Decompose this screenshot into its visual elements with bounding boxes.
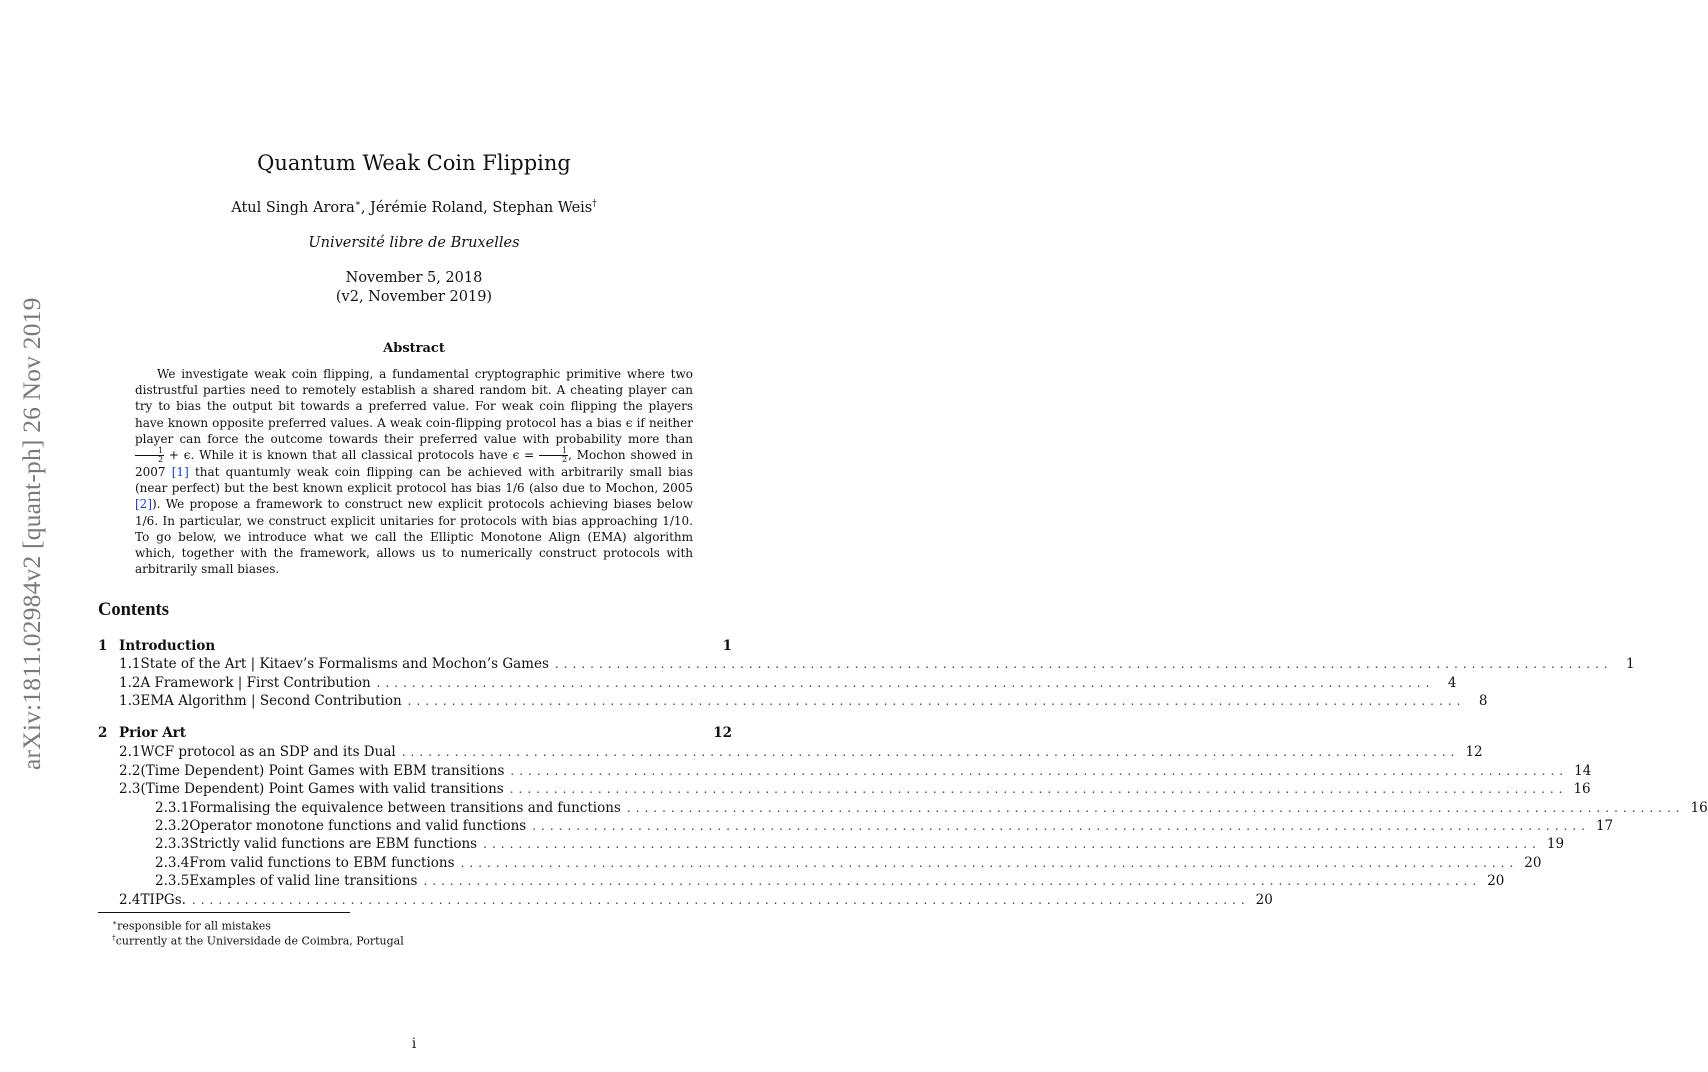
toc-entry[interactable] xyxy=(98,892,1273,910)
toc-entry-number: 1.2 xyxy=(119,675,141,691)
footnote xyxy=(112,933,404,948)
footnote-rule xyxy=(98,912,350,913)
author-name: Atul Singh Arora xyxy=(231,199,355,216)
toc-entry-title[interactable]: Operator monotone functions and valid functions xyxy=(189,818,527,834)
toc-entry-title[interactable]: WCF protocol as an SDP and its Dual xyxy=(140,744,396,760)
abstract-text: ). We propose a framework to construct new explicit protocols achieving biases below 1/6. In particular, we construct explicit unitaries for protocols with bias approaching 1/10. To go below, we introduce what we call the Elliptic Monotone Align (EMA) algorithm which, together with the framework, allows us to numerically construct protocols with arbitrarily small biases. xyxy=(135,497,693,577)
fraction-numerator: 1 xyxy=(539,447,568,456)
toc-entry-page[interactable]: 16 xyxy=(1573,781,1591,797)
toc-dot-leader: ........................................................................................................................ xyxy=(407,694,1466,708)
paper-title: Quantum Weak Coin Flipping xyxy=(257,151,571,175)
author-list xyxy=(0,199,828,216)
toc-entry-page[interactable]: 17 xyxy=(1595,818,1614,834)
citation-link[interactable]: [1] xyxy=(171,465,189,480)
toc-dot-leader: ........................................................................................................................ xyxy=(532,819,1590,833)
arxiv-identifier: arXiv:1811.02984v2 [quant-ph] 26 Nov 2019 xyxy=(17,297,46,770)
toc-entry-number: 1.3 xyxy=(119,693,141,709)
footnote-text: responsible for all mistakes xyxy=(117,919,271,933)
toc-dot-leader: ........................................................................................................................ xyxy=(483,837,1541,851)
toc-entry-title[interactable]: Examples of valid line transitions xyxy=(189,873,418,889)
toc-entry[interactable] xyxy=(98,855,1542,873)
toc-entry-title[interactable]: TIPGs. xyxy=(140,892,186,908)
toc-entry[interactable] xyxy=(98,818,1614,836)
footnote-mark: ∗ xyxy=(112,918,118,927)
affiliation: Université libre de Bruxelles xyxy=(308,235,520,251)
abstract-text: , Mochon showed in 2007 xyxy=(135,448,693,480)
toc-dot-leader: ........................................................................................................................ xyxy=(460,856,1519,870)
toc-entry-page[interactable]: 20 xyxy=(1524,855,1542,871)
fraction-denominator: 2 xyxy=(561,455,568,465)
toc-entry-number: 2.3.2 xyxy=(155,818,190,834)
fraction-numerator: 1 xyxy=(135,447,164,456)
abstract-paragraph xyxy=(135,366,693,577)
fraction-one-half xyxy=(539,447,568,464)
toc-entry-number: 2.3.3 xyxy=(155,836,190,852)
toc-dot-leader: ........................................................................................................................ xyxy=(510,764,1569,778)
toc-entry-title[interactable]: From valid functions to EBM functions xyxy=(189,855,455,871)
toc-dot-leader: ........................................................................................................................ xyxy=(376,676,1435,690)
toc-entry-number: 2.2 xyxy=(119,763,141,779)
toc-entry-title[interactable]: Strictly valid functions are EBM functions xyxy=(189,836,478,852)
citation-link[interactable]: [2] xyxy=(135,497,152,512)
contents-heading: Contents xyxy=(98,600,169,620)
toc-entry[interactable] xyxy=(98,725,732,743)
toc-entry-title[interactable]: (Time Dependent) Point Games with EBM transitions xyxy=(140,763,505,779)
toc-entry-page[interactable]: 8 xyxy=(1478,693,1488,709)
toc-entry-number: 2.4 xyxy=(119,892,141,908)
toc-entry-page[interactable]: 1 xyxy=(722,638,732,654)
toc-entry-number: 2.3.1 xyxy=(155,800,190,816)
toc-dot-leader: ........................................................................................................................ xyxy=(626,801,1685,815)
toc-entry-title[interactable]: Prior Art xyxy=(119,725,187,741)
toc-entry-number: 2.1 xyxy=(119,744,141,760)
footnote-mark: † xyxy=(112,933,116,942)
toc-entry-page[interactable]: 20 xyxy=(1487,873,1505,889)
toc-entry[interactable] xyxy=(98,656,1635,674)
abstract-text: + ϵ. While it is known that all classical protocols have ϵ = xyxy=(164,448,539,463)
author-names: , Jérémie Roland, Stephan Weis xyxy=(360,199,593,216)
version-note: (v2, November 2019) xyxy=(335,289,493,305)
toc-entry[interactable] xyxy=(98,693,1488,711)
toc-dot-leader: ........................................................................................................................ xyxy=(423,874,1482,888)
toc-entry[interactable] xyxy=(98,836,1565,854)
toc-entry-page[interactable]: 14 xyxy=(1574,763,1592,779)
abstract-heading: Abstract xyxy=(383,341,445,356)
toc-dot-leader: ........................................................................................................................ xyxy=(509,782,1568,796)
footnote-mark: ∗ xyxy=(354,199,361,209)
toc-entry[interactable] xyxy=(98,675,1457,693)
toc-entry-number: 2 xyxy=(98,725,108,741)
date: November 5, 2018 xyxy=(345,270,483,286)
toc-entry-number: 2.3 xyxy=(119,781,141,797)
toc-entry-page[interactable]: 16 xyxy=(1690,800,1708,816)
toc-entry[interactable] xyxy=(98,781,1591,799)
abstract-text: that quantumly weak coin flipping can be achieved with arbitrarily small bias (near perfect) but the best known explicit protocol has bias 1/6 (also due to Mochon, 2005 xyxy=(135,465,693,496)
abstract-body xyxy=(135,366,693,577)
toc-entry-number: 2.3.5 xyxy=(155,873,190,889)
toc-entry-title[interactable]: (Time Dependent) Point Games with valid transitions xyxy=(140,781,504,797)
toc-entry[interactable] xyxy=(98,744,1483,762)
fraction-denominator: 2 xyxy=(158,455,164,465)
footnote-text: currently at the Universidade de Coimbra, Portugal xyxy=(115,934,404,948)
toc-entry-number: 1 xyxy=(98,638,108,654)
toc-entry-title[interactable]: Formalising the equivalence between transitions and functions xyxy=(189,800,621,816)
toc-entry[interactable] xyxy=(98,873,1505,891)
toc-entry-number: 2.3.4 xyxy=(155,855,190,871)
toc-entry-page[interactable]: 1 xyxy=(1626,656,1635,672)
toc-entry[interactable] xyxy=(98,800,1708,818)
toc-dot-leader: ........................................................................................................................ xyxy=(554,657,1613,671)
toc-entry-page[interactable]: 12 xyxy=(713,725,732,741)
fraction-one-half xyxy=(135,447,164,464)
toc-entry-title[interactable]: State of the Art | Kitaev’s Formalisms and Mochon’s Games xyxy=(140,656,549,672)
toc-dot-leader: ........................................................................................................................ xyxy=(401,745,1460,759)
footnote xyxy=(112,918,271,933)
toc-entry-title[interactable]: Introduction xyxy=(119,638,216,654)
toc-entry-page[interactable]: 12 xyxy=(1465,744,1483,760)
toc-entry-page[interactable]: 19 xyxy=(1546,836,1565,852)
toc-entry[interactable] xyxy=(98,638,732,656)
page-number: i xyxy=(411,1036,417,1052)
toc-entry-title[interactable]: EMA Algorithm | Second Contribution xyxy=(140,693,402,709)
toc-entry-title[interactable]: A Framework | First Contribution xyxy=(140,675,371,691)
abstract-text: We investigate weak coin flipping, a fundamental cryptographic primitive where two distrustful parties need to remotely establish a shared random bit. A cheating player can try to bias the output bit towards a preferred value. For weak coin flipping the players have known opposite preferred values. A weak coin-flipping protocol has a bias ϵ if neither player can force the outcome towards their preferred value with probability more than xyxy=(135,367,693,446)
toc-entry-page[interactable]: 4 xyxy=(1447,675,1457,691)
toc-entry[interactable] xyxy=(98,763,1592,781)
footnote-mark: † xyxy=(592,199,597,209)
toc-entry-number: 1.1 xyxy=(119,656,141,672)
toc-dot-leader: ........................................................................................................................ xyxy=(191,893,1250,907)
toc-entry-page[interactable]: 20 xyxy=(1255,892,1273,908)
